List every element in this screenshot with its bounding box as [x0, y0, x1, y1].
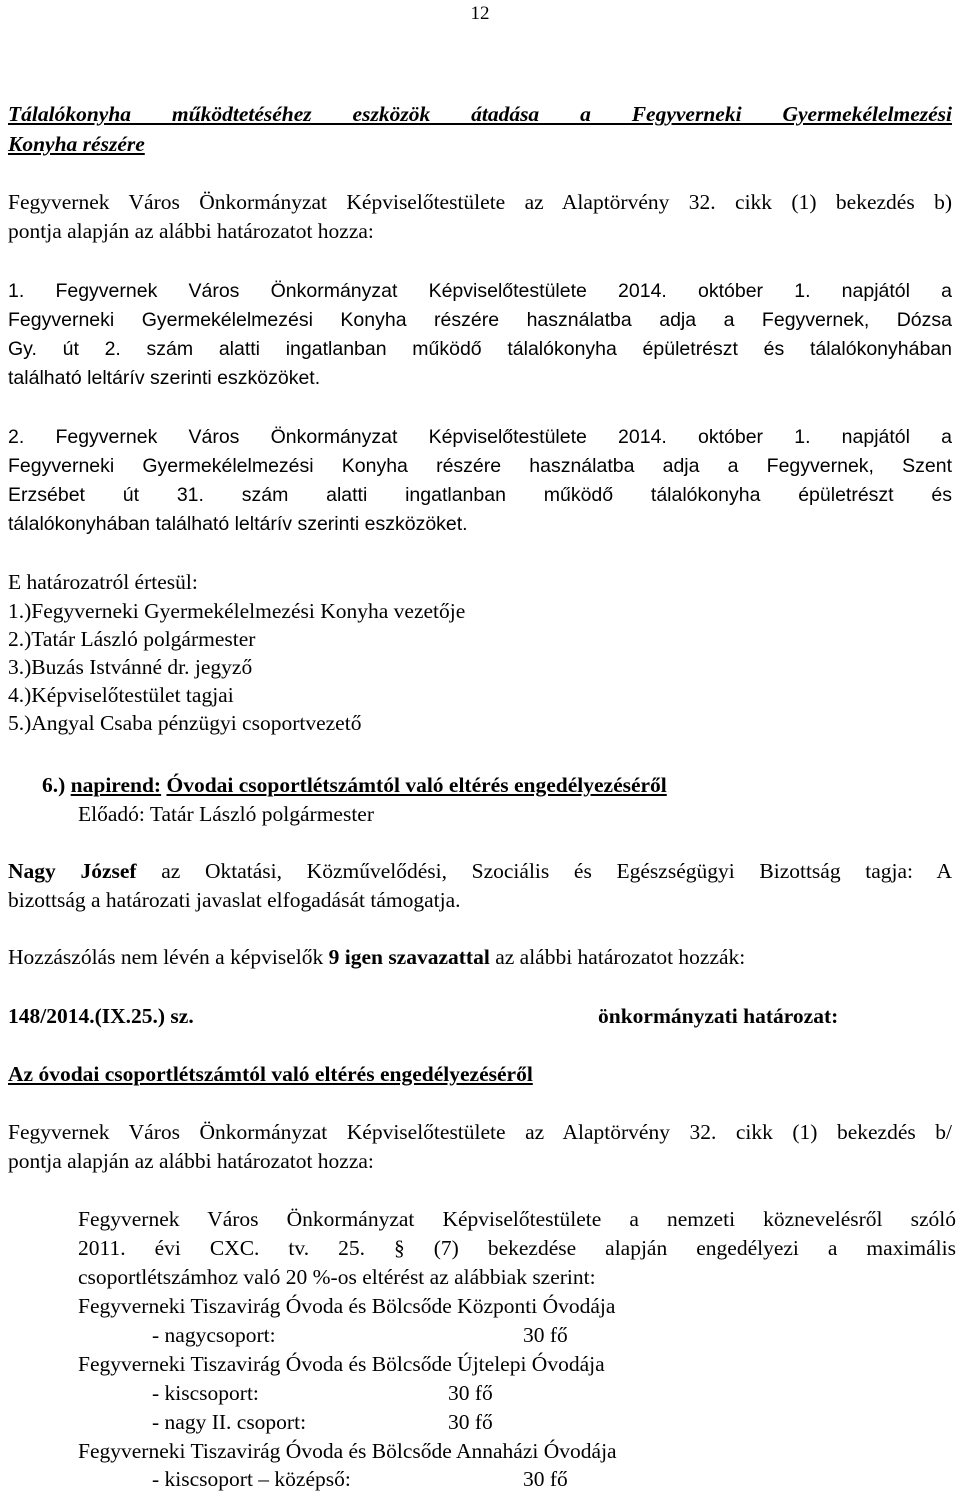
group-label: - kiscsoport:: [152, 1381, 259, 1405]
group-value: 30 fő: [448, 1410, 493, 1434]
resolution-body-line3: csoportlétszámhoz való 20 %-os eltérést az alábbiak szerint:: [78, 1265, 596, 1289]
resolution-type: önkormányzati határozat:: [598, 1004, 839, 1028]
resolution-intro-line1: Fegyvernek Város Önkormányzat Képviselőtestülete az Alaptörvény 32. cikk (1) bekezdés b/: [8, 1120, 952, 1144]
vote-suffix: az alábbi határozatot hozzák:: [489, 945, 746, 969]
vote-prefix: Hozzászólás nem lévén a képviselők: [8, 945, 329, 969]
committee-line1: [8, 857, 952, 885]
agenda-title: Óvodai csoportlétszámtól való eltérés engedélyezéséről: [166, 773, 667, 797]
resolution-body-line2: 2011. évi CXC. tv. 25. § (7) bekezdése alapján engedélyezi a maximális: [78, 1236, 956, 1260]
vote-count: 9 igen szavazattal: [328, 945, 490, 969]
notify-item: 2.)Tatár László polgármester: [8, 627, 256, 651]
section-title-line1: Tálalókonyha működtetéséhez eszközök átadása a Fegyverneki Gyermekélelmezési: [8, 102, 952, 126]
notify-item: 4.)Képviselőtestület tagjai: [8, 683, 234, 707]
page-number: 12: [470, 3, 490, 24]
committee-line2: bizottság a határozati javaslat elfogadását támogatja.: [8, 888, 461, 912]
agenda-presenter: Előadó: Tatár László polgármester: [78, 802, 375, 826]
kindergarten-name: Fegyverneki Tiszavirág Óvoda és Bölcsőde Újtelepi Óvodája: [78, 1352, 605, 1376]
point2-line2: Fegyverneki Gyermekélelmezési Konyha részére használatba adja a Fegyvernek, Szent: [8, 455, 952, 477]
committee-member-name: Nagy József: [8, 859, 137, 883]
kindergarten-name: Fegyverneki Tiszavirág Óvoda és Bölcsőde Annaházi Óvodája: [78, 1439, 617, 1463]
notify-heading: E határozatról értesül:: [8, 570, 198, 594]
notify-item: 3.)Buzás Istvánné dr. jegyző: [8, 655, 253, 679]
agenda-heading: [42, 771, 667, 799]
vote-line: [8, 943, 745, 971]
group-value: 30 fő: [448, 1381, 493, 1405]
section-title-line2: Konyha részére: [8, 132, 145, 156]
point2-line3: Erzsébet út 31. szám alatti ingatlanban működő tálalókonyha épületrészt és: [8, 484, 952, 506]
resolution-intro-line2: pontja alapján az alábbi határozatot hozza:: [8, 1149, 374, 1173]
resolution-body-line1: Fegyvernek Város Önkormányzat Képviselőtestülete a nemzeti köznevelésről szóló: [78, 1207, 956, 1231]
agenda-label: napirend:: [70, 773, 162, 797]
intro-line1: Fegyvernek Város Önkormányzat Képviselőtestülete az Alaptörvény 32. cikk (1) bekezdés b): [8, 190, 952, 214]
group-value: 30 fő: [523, 1467, 568, 1491]
group-value: 30 fő: [523, 1323, 568, 1347]
notify-item: 5.)Angyal Csaba pénzügyi csoportvezető: [8, 711, 362, 735]
group-label: - kiscsoport – középső:: [152, 1467, 351, 1491]
point1-line2: Fegyverneki Gyermekélelmezési Konyha részére használatba adja a Fegyvernek, Dózsa: [8, 309, 952, 331]
intro-line2: pontja alapján az alábbi határozatot hozza:: [8, 219, 374, 243]
notify-item: 1.)Fegyverneki Gyermekélelmezési Konyha vezetője: [8, 599, 466, 623]
point1-line3: Gy. út 2. szám alatti ingatlanban működő tálalókonyha épületrészt és tálalókonyhában: [8, 338, 952, 360]
point1-line1: 1. Fegyvernek Város Önkormányzat Képviselőtestülete 2014. október 1. napjától a: [8, 280, 952, 302]
group-label: - nagycsoport:: [152, 1323, 276, 1347]
resolution-number: 148/2014.(IX.25.) sz.: [8, 1004, 194, 1028]
kindergarten-name: Fegyverneki Tiszavirág Óvoda és Bölcsőde Központi Óvodája: [78, 1294, 616, 1318]
group-label: - nagy II. csoport:: [152, 1410, 307, 1434]
resolution-title: Az óvodai csoportlétszámtól való eltérés engedélyezéséről: [8, 1062, 533, 1086]
point1-line4: található leltárív szerinti eszközöket.: [8, 367, 321, 389]
committee-line1-rest: az Oktatási, Közművelődési, Szociális és Egészségügyi Bizottság tagja: A: [161, 859, 953, 883]
agenda-number: 6.): [42, 773, 66, 797]
point2-line4: tálalókonyhában található leltárív szerinti eszközöket.: [8, 513, 468, 535]
point2-line1: 2. Fegyvernek Város Önkormányzat Képviselőtestülete 2014. október 1. napjától a: [8, 426, 952, 448]
